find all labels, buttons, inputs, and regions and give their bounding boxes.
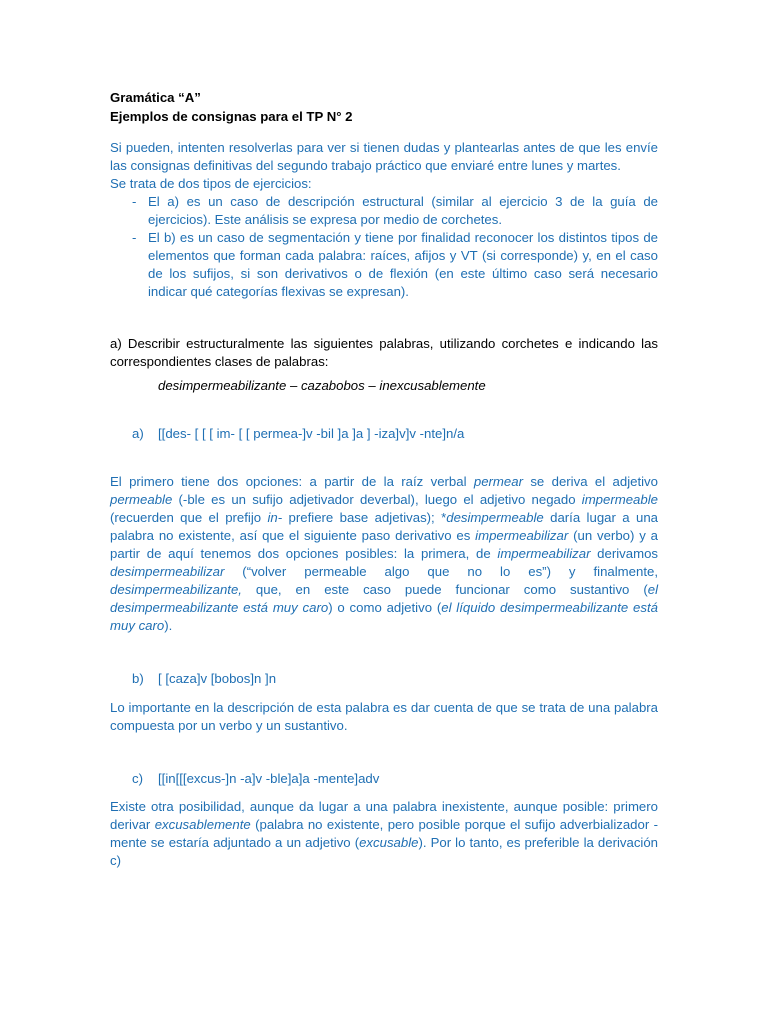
answer-a-bracketing: [[des- [ [ [ im- [ [ permea-]v -bil ]a ]a ] -iza]v]v -nte]n/a: [158, 426, 465, 441]
answer-a-label: a): [132, 426, 144, 441]
italic-term: desimpermeabilizar: [110, 564, 225, 579]
document-title: Gramática “A”: [110, 90, 201, 105]
answer-b-structure: [110, 670, 658, 688]
intro-paragraph: Si pueden, intenten resolverlas para ver si tienen dudas y plantearlas antes de que les envíe las consignas definitivas del segundo trabajo práctico que enviaré entre lunes y martes.: [110, 140, 658, 173]
italic-term: impermeabilizar: [497, 546, 591, 561]
answer-b-label: b): [132, 671, 144, 686]
text-run: (-ble es un sufijo adjetivador deverbal), luego el adjetivo negado: [172, 492, 582, 507]
intro-section: [110, 139, 658, 301]
task-a-words: desimpermeabilizante – cazabobos – inexcusablemente: [158, 378, 486, 393]
text-run: se deriva el adjetivo: [522, 474, 658, 489]
answer-a-explanation: [110, 473, 658, 635]
document-page: [110, 88, 658, 870]
text-run: daría lugar a una palabra no existente, así que el siguiente paso derivativo es: [110, 510, 658, 543]
text-run: prefiere base adjetivas); *: [282, 510, 447, 525]
answer-c-label: c): [132, 771, 143, 786]
bullet-dash: -: [132, 230, 137, 245]
italic-term: excusablemente: [154, 817, 251, 832]
italic-term: desimpermeabilizante,: [110, 582, 242, 597]
text-run: derivamos: [590, 546, 659, 561]
bullet-text: El b) es un caso de segmentación y tiene por finalidad reconocer los distintos tipos de elementos que forman cada palabra: raíces, afijos y VT (si corresponde) y, en el caso de los sufijos, si son derivativos o de flexión (en este último caso será necesario indicar qué categorías flexivas se expresan).: [148, 230, 658, 299]
italic-term: excusable: [359, 835, 419, 850]
italic-term: impermeabilizar: [475, 528, 569, 543]
text-run: (un verbo) y a partir de aquí tenemos dos opciones posibles: la primera, de: [110, 528, 658, 561]
text-run: que, en este caso puede funcionar como sustantivo (: [241, 582, 648, 597]
list-item: [110, 229, 658, 301]
italic-term: el líquido desimpermeabilizante está muy caro: [110, 600, 658, 633]
italic-term: impermeable: [581, 492, 658, 507]
text-run: Existe otra posibilidad, aunque da lugar a una palabra inexistente, aunque posible: primero derivar: [110, 799, 658, 832]
text-run: (palabra no existente, pero posible porque el sufijo adverbializador -mente se estaría adjuntado a un adjetivo (: [110, 817, 658, 850]
answer-c-explanation: [110, 798, 658, 870]
bullet-text: El a) es un caso de descripción estructural (similar al ejercicio 3 de la guía de ejercicios). Este análisis se expresa por medio de corchetes.: [148, 194, 658, 227]
exercise-types-line: Se trata de dos tipos de ejercicios:: [110, 176, 312, 191]
italic-term: permear: [473, 474, 523, 489]
italic-term: desimpermeable: [446, 510, 544, 525]
answer-b-bracketing: [ [caza]v [bobos]n ]n: [158, 671, 277, 686]
answer-b-explanation: Lo importante en la descripción de esta palabra es dar cuenta de que se trata de una palabra compuesta por un verbo y un sustantivo.: [110, 700, 658, 733]
list-item: [110, 193, 658, 229]
answer-c-bracketing: [[in[[[excus-]n -a]v -ble]a]a -mente]adv: [158, 771, 380, 786]
italic-term: permeable: [110, 492, 173, 507]
text-run: (“volver permeable algo que no lo es”) y finalmente,: [224, 564, 658, 579]
italic-term: el desimpermeabilizante está muy caro: [110, 582, 658, 615]
answer-c-structure: [110, 770, 658, 788]
bullet-dash: -: [132, 194, 137, 209]
answer-a-structure: [110, 425, 658, 443]
italic-term: in-: [267, 510, 283, 525]
text-run: ) o como adjetivo (: [328, 600, 442, 615]
text-run: El primero tiene dos opciones: a partir de la raíz verbal: [110, 474, 474, 489]
text-run: ).: [164, 618, 173, 633]
task-a-instruction: a) Describir estructuralmente las siguientes palabras, utilizando corchetes e indicando las correspondientes clases de palabras:: [110, 336, 658, 369]
document-subtitle: Ejemplos de consignas para el TP N° 2: [110, 109, 353, 124]
exercise-types-list: [110, 193, 658, 301]
text-run: ). Por lo tanto, es preferible la derivación c): [110, 835, 659, 868]
text-run: (recuerden que el prefijo: [110, 510, 268, 525]
